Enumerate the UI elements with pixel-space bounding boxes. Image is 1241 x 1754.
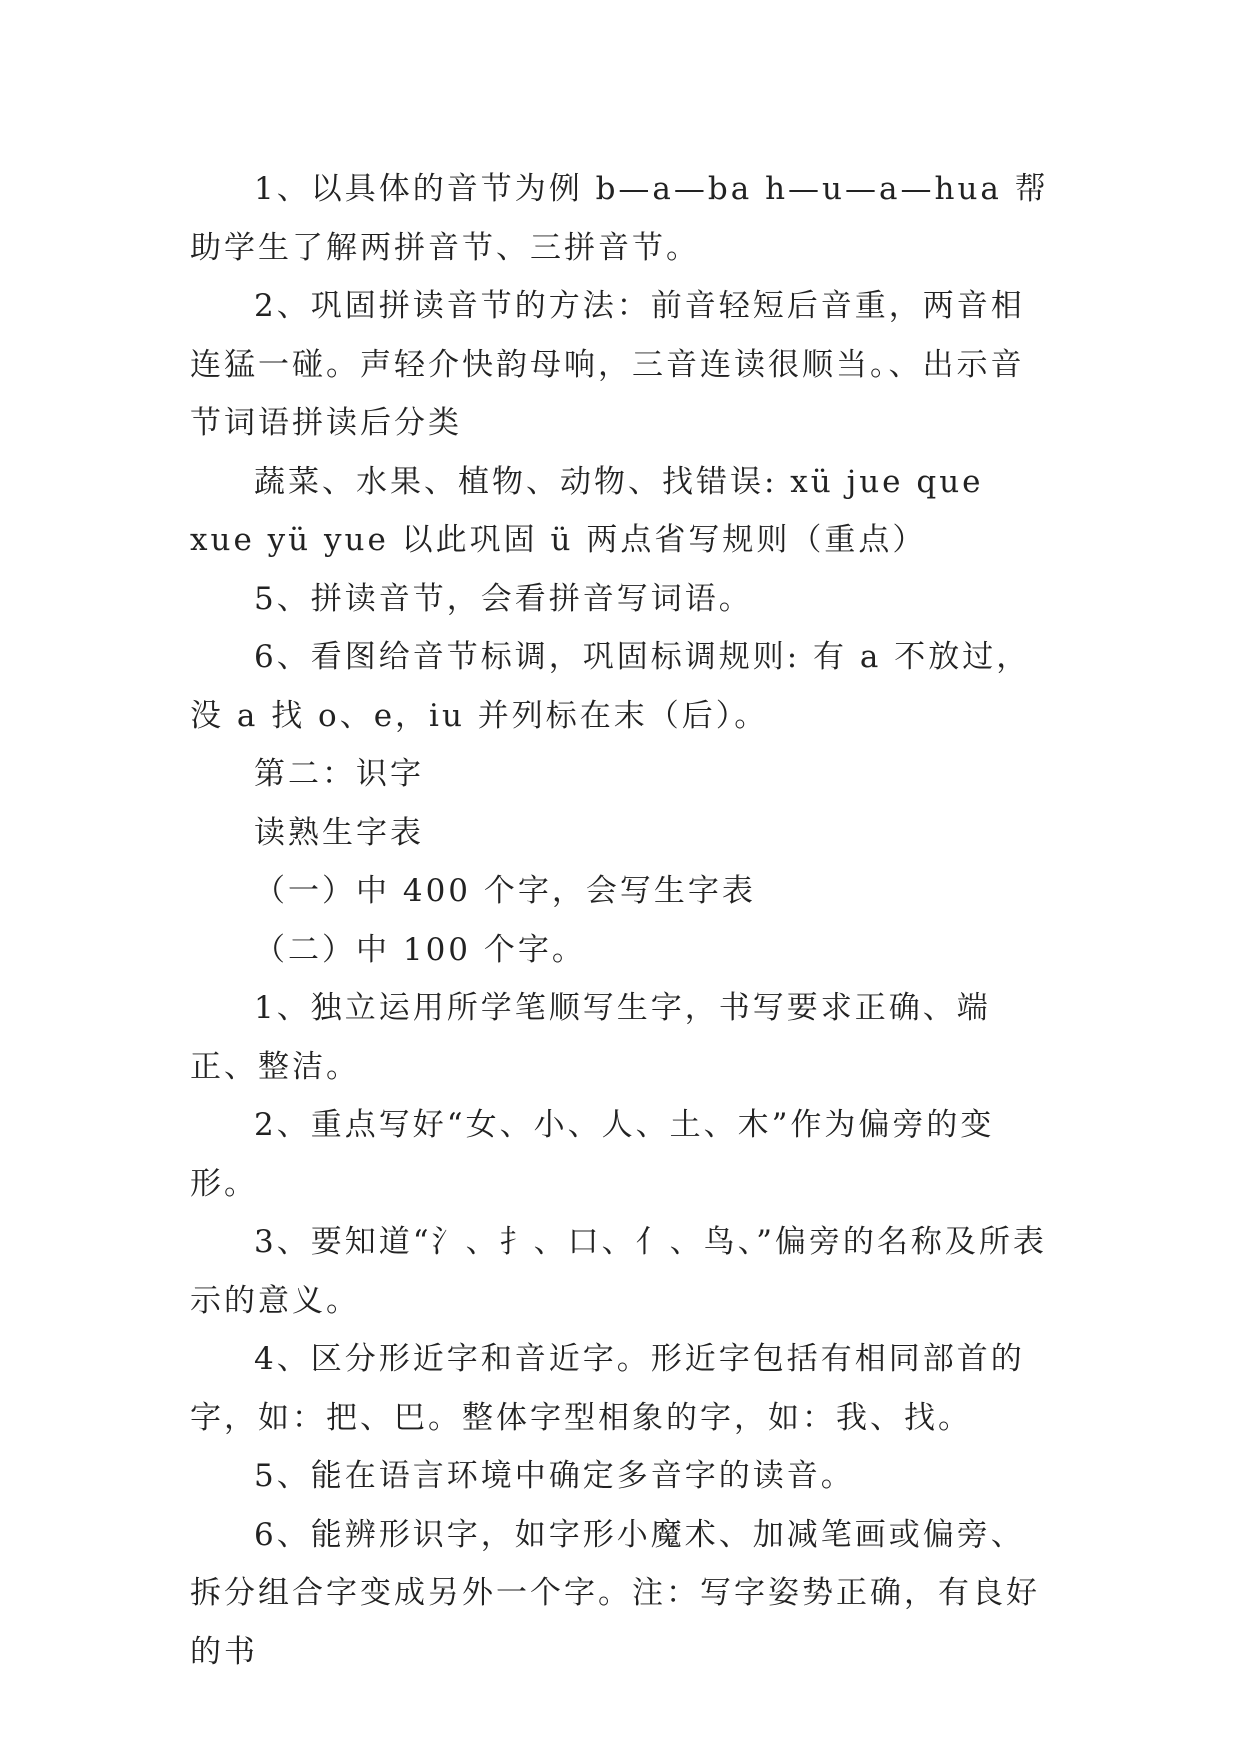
paragraph-11: 2、重点写好“女、小、人、土、木”作为偏旁的变形。 (190, 1107, 995, 1202)
document-body (190, 160, 1050, 1681)
paragraph-5: 6、看图给音节标调，巩固标调规则: 有 a 不放过，没 a 找 o、e，iu 并列标在末（后）。 (190, 639, 1031, 734)
paragraph-7: 读熟生字表 (254, 814, 424, 851)
paragraph-1: 1、以具体的音节为例 b—a—ba h—u—a—hua 帮助学生了解两拼音节、三拼音节。 (190, 171, 1049, 266)
section-heading: 第二：识字 (254, 756, 424, 792)
paragraph-13: 4、区分形近字和音近字。形近字包括有相同部首的字，如：把、巴。整体字型相象的字，如：我、找。 (190, 1341, 1025, 1436)
paragraph-10: 1、独立运用所学笔顺写生字，书写要求正确、端正、整洁。 (190, 990, 991, 1085)
paragraph-15: 6、能辨形识字，如字形小魔术、加减笔画或偏旁、拆分组合字变成另外一个字。注：写字姿势正确，有良好的书 (190, 1516, 1040, 1670)
paragraph-9: （二）中 100 个字。 (254, 931, 586, 968)
paragraph-14: 5、能在语言环境中确定多音字的读音。 (254, 1458, 855, 1494)
paragraph-12: 3、要知道“氵、扌、口、亻、鸟、”偏旁的名称及所表示的意义。 (190, 1224, 1047, 1319)
paragraph-4: 5、拼读音节，会看拼音写词语。 (254, 580, 753, 617)
paragraph-3: 蔬菜、水果、植物、动物、找错误: xü jue que xue yü yue 以此巩固 ü 两点省写规则（重点） (190, 463, 984, 558)
paragraph-8: （一）中 400 个字，会写生字表 (254, 873, 756, 909)
paragraph-2: 2、巩固拼读音节的方法：前音轻短后音重，两音相连猛一碰。声轻介快韵母响，三音连读很顺当。、出示音节词语拼读后分类 (190, 288, 1025, 441)
